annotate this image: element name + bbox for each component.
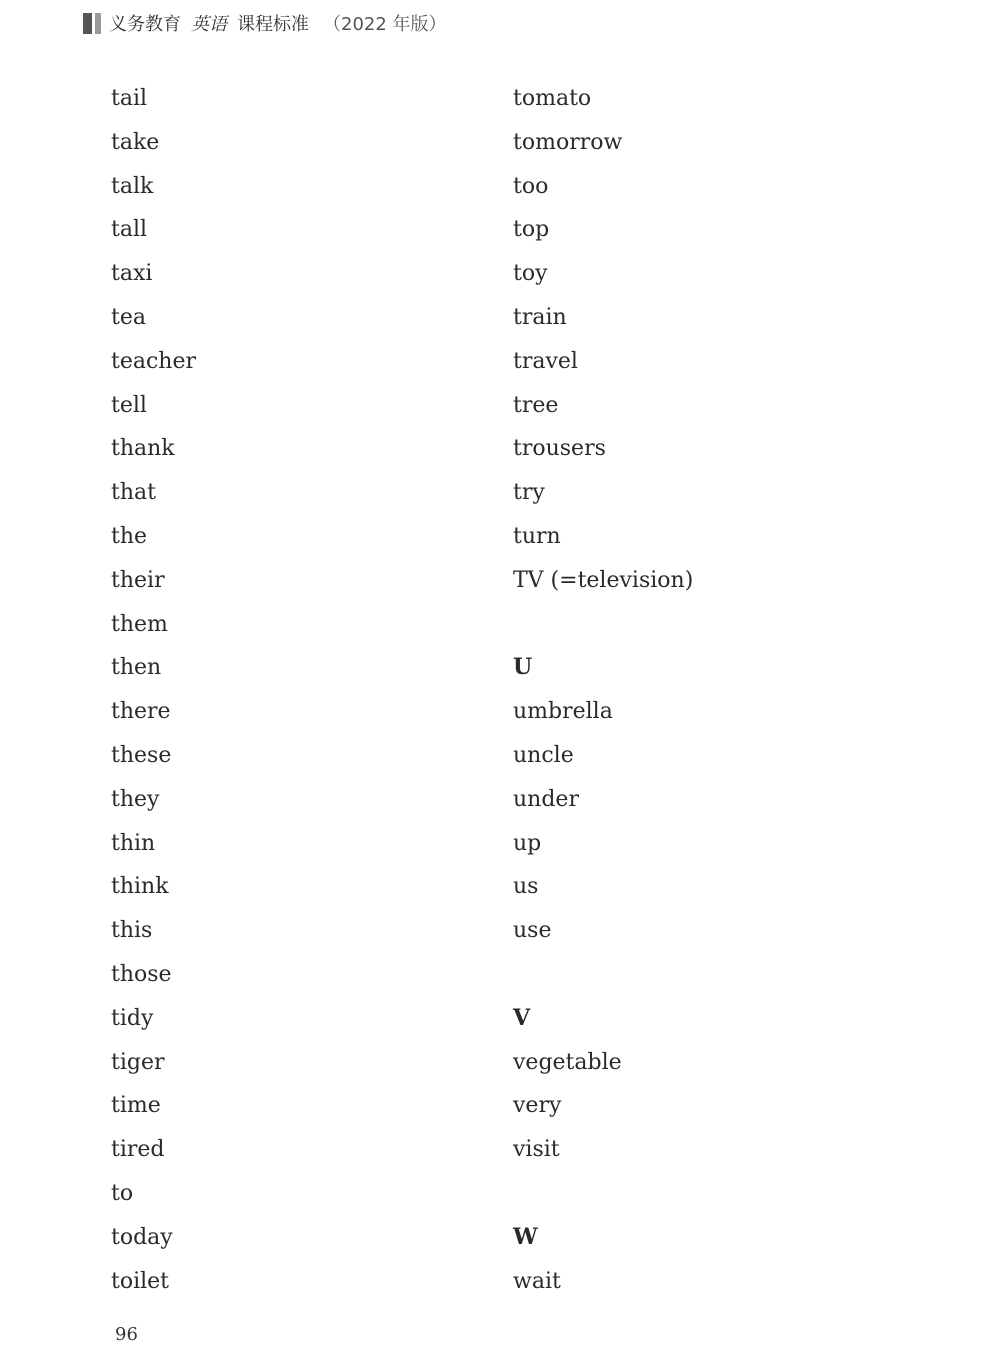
word-entry: that: [111, 480, 156, 506]
word-entry: very: [513, 1093, 562, 1119]
word-entry: tell: [111, 392, 147, 418]
word-entry: this: [111, 918, 153, 944]
word-entry: uncle: [513, 742, 574, 768]
word-entry: think: [111, 874, 169, 900]
word-entry: their: [111, 567, 165, 593]
word-entry: to: [111, 1180, 134, 1206]
page-number: 96: [115, 1324, 138, 1345]
word-entry: travel: [513, 348, 578, 374]
header-text: [109, 10, 447, 36]
word-entry: these: [111, 742, 172, 768]
word-entry: tired: [111, 1137, 165, 1163]
word-column-right: [513, 77, 693, 1303]
word-entry: tall: [111, 217, 148, 243]
word-entry: under: [513, 786, 579, 812]
word-entry: tiger: [111, 1049, 165, 1075]
word-entry: up: [513, 830, 542, 856]
letter-heading: V: [513, 1004, 531, 1031]
word-entry: use: [513, 918, 552, 944]
word-column-left: [111, 77, 196, 1303]
word-entry: wait: [513, 1268, 561, 1294]
word-entry: there: [111, 699, 171, 725]
word-entry: those: [111, 961, 172, 987]
word-entry: take: [111, 129, 160, 155]
header-edition: （2022 年版）: [323, 14, 447, 35]
word-entry: them: [111, 611, 168, 637]
word-entry: vegetable: [513, 1049, 622, 1075]
word-entry: the: [111, 523, 148, 549]
header-subtitle: 课程标准: [237, 14, 309, 35]
word-entry: toilet: [111, 1268, 170, 1294]
letter-heading: W: [513, 1223, 538, 1250]
letter-heading: U: [513, 654, 533, 681]
word-entry: turn: [513, 523, 561, 549]
header-subject: 英语: [191, 14, 227, 35]
word-entry: tomato: [513, 86, 592, 111]
word-entry: time: [111, 1093, 161, 1119]
word-entry: tail: [111, 86, 148, 111]
header-bar-icon: [83, 13, 101, 34]
header-bar-dark: [83, 13, 92, 34]
spacer: [513, 1172, 693, 1216]
word-entry: us: [513, 874, 539, 900]
spacer: [513, 953, 693, 997]
header-bar-light: [95, 13, 101, 34]
word-entry: top: [513, 217, 550, 243]
word-entry: umbrella: [513, 699, 613, 725]
word-entry: too: [513, 173, 549, 199]
word-entry: visit: [513, 1137, 560, 1163]
word-entry: toy: [513, 261, 548, 287]
word-entry: today: [111, 1224, 173, 1250]
word-entry: tidy: [111, 1005, 154, 1031]
word-entry: taxi: [111, 261, 153, 287]
word-entry: talk: [111, 173, 154, 199]
word-entry: teacher: [111, 348, 197, 374]
header-title: 义务教育: [109, 14, 181, 35]
word-entry: tea: [111, 304, 146, 330]
word-entry: then: [111, 655, 162, 681]
word-entry: tree: [513, 392, 559, 418]
word-entry: try: [513, 480, 545, 506]
word-entry: thin: [111, 830, 156, 856]
word-entry: thank: [111, 436, 175, 462]
word-entry: trousers: [513, 436, 606, 462]
spacer: [513, 603, 693, 647]
word-entry: TV (=television): [513, 567, 694, 593]
running-header: [83, 10, 447, 36]
word-entry: train: [513, 304, 567, 330]
word-entry: tomorrow: [513, 129, 623, 155]
word-entry: they: [111, 786, 160, 812]
